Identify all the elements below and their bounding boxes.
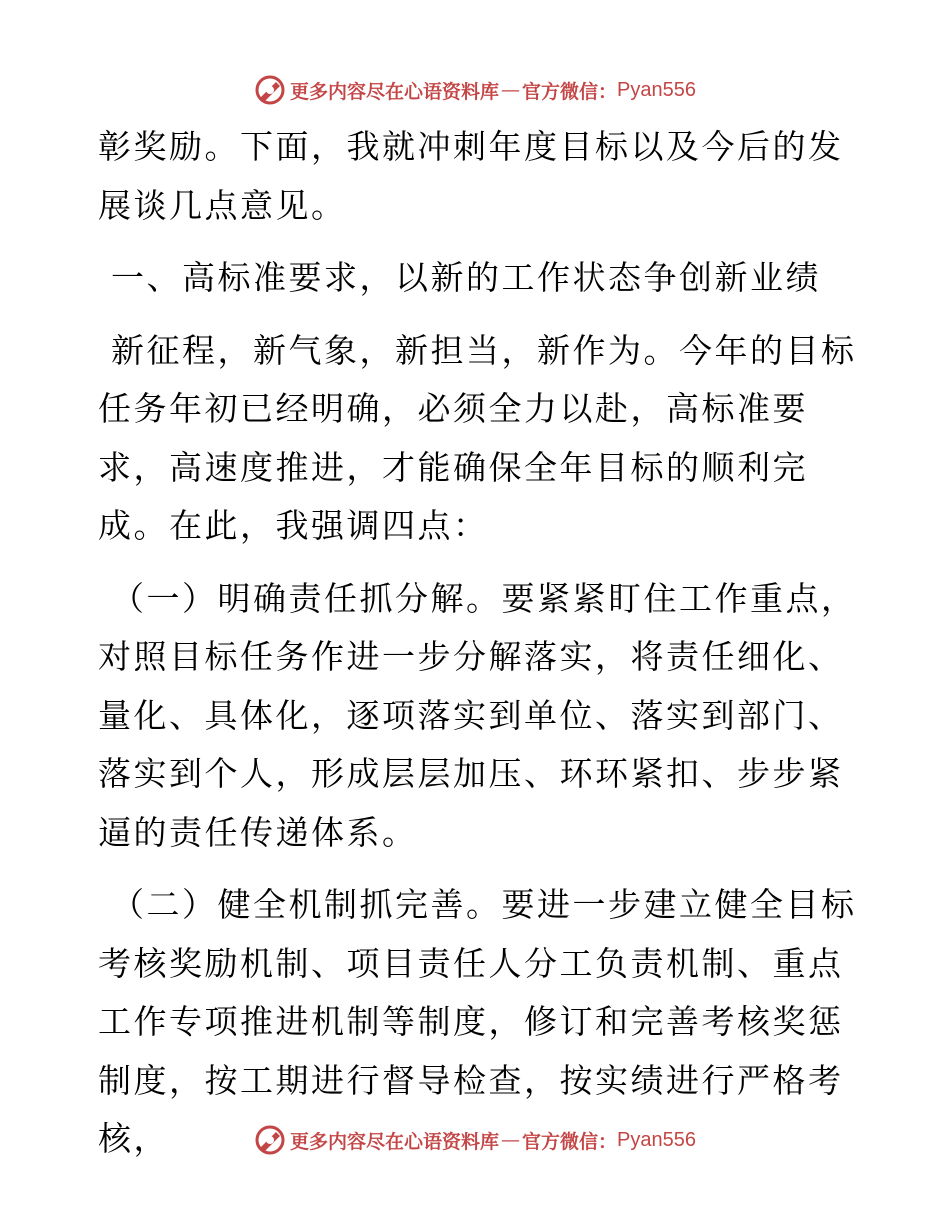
paragraph-point-1: （一）明确责任抓分解。要紧紧盯住工作重点，对照目标任务作进一步分解落实，将责任细化、量化、具体化，逐项落实到单位、落实到部门、落实到个人，形成层层加压、环环紧扣、步步紧逼的责任传递体系。 [98, 578, 857, 852]
watermark-wechat-id: Pyan556 [617, 1128, 696, 1151]
watermark-main-text: 更多内容尽在心语资料库 [290, 80, 500, 103]
watermark-dash: — [501, 1129, 521, 1151]
pen-logo-icon [254, 74, 286, 106]
watermark-wechat-id: Pyan556 [617, 78, 696, 101]
section-heading-1: 一、高标准要求，以新的工作状态争创新业绩 [98, 258, 821, 297]
watermark-main-text: 更多内容尽在心语资料库 [290, 1130, 500, 1153]
watermark-official-label: 官方微信： [522, 80, 618, 103]
document-body [98, 118, 858, 1169]
watermark-official-label: 官方微信： [522, 1130, 618, 1153]
watermark-footer [0, 1120, 950, 1160]
watermark-header [0, 70, 950, 110]
paragraph-section-1: 新征程，新气象，新担当，新作为。今年的目标任务年初已经明确，必须全力以赴，高标准要求，高速度推进，才能确保全年目标的顺利完成。在此，我强调四点： [98, 330, 857, 545]
paragraph-intro: 彰奖励。下面，我就冲刺年度目标以及今后的发展谈几点意见。 [98, 127, 844, 225]
paragraph-point-2: （二）健全机制抓完善。要进一步建立健全目标考核奖励机制、项目责任人分工负责机制、重点工作专项推进机制等制度，修订和完善考核奖惩制度，按工期进行督导检查，按实绩进行严格考核， [98, 885, 857, 1158]
watermark-dash: — [501, 79, 521, 101]
pen-logo-icon [254, 1124, 286, 1156]
